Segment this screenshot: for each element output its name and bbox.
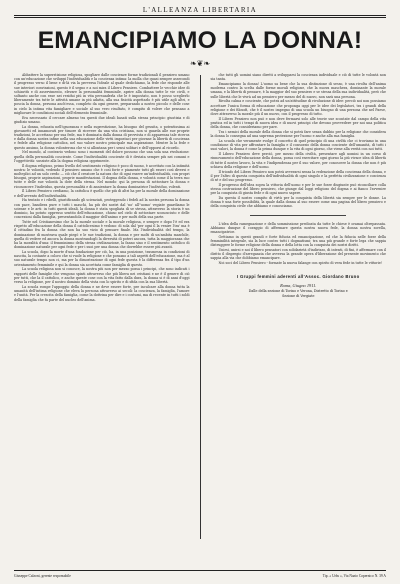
right-column-bottom: [210, 222, 386, 266]
paragraph: Il progresso dell'idea sopra la vittoria dell'uomo e per le sue forze disgiunte può riconciliare colla stessa costruzione del libero pensiero, che giunge dal loggi religioso del dogma e ai fianco l'avvenire per la conquista di giusta fede e di ogni nuovo sapere.: [210, 182, 386, 196]
paragraph: L'idea della ramegnazione e della sommissione predicata da tutte le chiese è oramai oltrepassata. Abbiamo dunque il coraggio di affermare questa nostra nuova fede, la donna nostra sorella, emancipatrice.: [210, 221, 386, 235]
paragraph: Tra i nemici della morale della donna che si potrà fare senza dubbio per la religione che considera la donna lo consegna ad una suprema protezione per l'uomo e anche alla sua famiglia.: [210, 130, 386, 139]
paragraph: Ha tentato e i ribelli, giustificando gli scienziati, proteggendo i fedeli ad la nostra persona la donna con pace, bandiera pure e tutti i maschi, ha più dei nostri dal 'no' all''uomo' vegiate guardiamo le scienze e le arti: in tutti questi ideali, la donna è stata spogliata di se stessa, attraverso la storia è un dominio, ha potuto oppresso sentito dell'educazione, chiuso nel cielo di sottostare sconosciuto e delle concezioni dalla famiglia, presentandola il maggior dell'animo e per molti della sua parte.: [14, 198, 190, 220]
paragraph: La scuola che veramente svolge il concetto di quel principio di una civiltà che ci troviamo in una condizione di vita per affrontare la famiglia e il consorzio della donna cosciente dell'umanità, di tutti i suoi valori, la donna è come la prima dunque e la vita di ogni giorno, che viene alla verità con noi tutti.: [210, 139, 386, 152]
signature-note-2: Sezione di Vergiate: [282, 293, 315, 298]
masthead: L'ALLEANZA LIBERTARIA: [142, 6, 258, 14]
paragraph: Il Libero Pensiero deve perciò, per mezzo della civiltà, presentare agli uomini in un corso di rinnovamento dell'educazione della donna, possa così esercitare ogni giorno la più vivace idea di libertà di tutte il nostro lavoro, la vita e l'indipendenza per il suo valore, per conoscere la donna che non è più schiava della religione e dell'uomo.: [210, 152, 386, 169]
paragraph: Era necessario il cercare almeno tra questi due ideali basati sulla stessa principio: giustizia e di giudizio umano.: [14, 115, 190, 124]
paragraph: Il Libero Pensiero crediamo, la cattolica è quello che più di altri ha per la morale della dominazione e dell'avvento dell'individualità.: [14, 189, 190, 198]
paragraph: Abbattere la superstizione religiosa, spogliare dalle coscienze forme tradizionali il pensiero umano con un'educazione che sviluppi l'individualità e la coscienza intima: la molla che quasi sempre assecondi il progresso verso il bene e di-là via la perversa l'ideale al quale dedichiamo, la fede che risponde alle sue interiori convinzioni, questo è il segno e a noi mira il Libero Pensiero. Combattere le vecchie idee di schiavitù e di asservimento, elevare la personalità femminile, aprire alla donna tutte le vie civili, e soltanto anche con esse nei residui più in vita persuaderla che le è impostato, non è posso sceglierlo liberamente tra tutte le attività umane in più adatta, alla sua fisicità aspettarlo è più utile agli altri, e poscia la donna, persona anch'essa, completo da ogni genere, preparando a nostro piccolo e delle cose in cielo la intima vita famigliare e sociale al suo vero risultato, è compito di volere che pensano a migliorare le condizioni sociali dell'elemento femminile.: [14, 73, 190, 115]
paragraph: Emancipiamo la donna! L'uomo sa bene che la sua distinzione di sesso, è una rivolta dell'anima moderna contro la scelta dalle forme morali religiose, che la nuova maschera, dominante la morale umana, e la libertà di pensare, è la maggior del suo pensiero e se stessa della sua individualità, però che sulle libertà che le vivrà ad un pensiero per mezzo del di nuovo, non sarà una persona.: [210, 82, 386, 99]
signature-date: Roma, Giugno 1911.: [280, 283, 317, 289]
paragraph: Il Libero Pensiero non può e non deve fermarsi solo alle teorie sue scontate dal campo della vita pratica ed in tutti i tempi di nuova idea e di nuovi principi che devono provvedere per noi una politica della donna, che consideriamo per pare.: [210, 116, 386, 130]
left-column: [14, 73, 190, 541]
right-column-top: [210, 73, 386, 209]
newspaper-page: [14, 5, 386, 579]
footer: [14, 570, 386, 579]
paragraph: Nel mondo, al contrario vedono sono i momenti del dolore possono che una sola una rivoluzione: quella della personalità cosciente. Come l'individualità cosciente di è deviata sempre più nei comuni e l'oggettività: sussiste alla la dogma religiosa opprimente.: [14, 150, 190, 163]
paragraph: Unirsi, unirsi e noi il libero pensatori con solidarietà d'indirizzo, di intenti, di fini, è affermare con il diritto il dispregio d'arreganzia che avversa la grande opera d'liberazione del presente movimento che sappia alla via che dobbiamo emancipare.: [210, 248, 386, 261]
paragraph: La scuola rompe l'appoggio della donna e ne deve essere forte, per inculcare alla donna tutta la umanità dell'intima religione che eleva la persona attraverso ai secoli: la coscienza, la famiglia, l'amore e l'unità. Per la crescita della famiglia, come la dottrina per dire e i costumi, ma di recente in tutti i soldi della famiglia che fa parte del nucleo dell'anima.: [14, 284, 190, 302]
paragraph: Noi soci del Libero Pensiero - formate la nuova falange con spirito di vera fede in tutte le vittorie!: [218, 261, 383, 266]
section-rule: [250, 215, 346, 216]
signature-note-1: Dalle della sezione di Torino e Verona, Distretto di Torino e: [248, 289, 348, 294]
paragraph: Gettiamo in questi grandi e forte fiducia ed emancipazione, ed che la fiducia nelle forze della femminilità integrale, sia la luce contro tutti i dogmatismi; tra una più grande e forte lega che sappia distruggere le forme religiose della donna e della lotta con la conquista dei nostri diritti.: [210, 234, 386, 248]
paragraph: La scuola religiosa non si conosce, la nostra più non per mezzo possa i principi, che sono indicati i rapporti delle famiglie che vengono spinti attraverso che più libera nei cristiani e ne è il genere di ciò per tutti, che la il cattolico, e anche queste cose con la vita fatto dalla dura, la donna si è di anni d'oggi verso la religione, per il nostro dominio della vista con lo spirito e di sfida con la sua libertà.: [14, 267, 190, 285]
signature: I Gruppi femmini aderenti all'Assoc. Giordano Bruno: [236, 274, 360, 280]
footer-printer-left: Giuseppe Calzoni, gerente responsabile: [14, 574, 71, 578]
article-body: [14, 73, 386, 541]
footer-printer-right: Tip. « Urbs », Via Nazio Copernico N. 39 A: [322, 574, 386, 578]
paragraph: Rivolta calma e cosciente, che potrà ad un'attitudine di rivoluzione di idee: perciò noi non possiamo accettare l'unica forma di educazione che proponga oggi per le idee dei legislatori, tra i grandi della religione e dei filosofi, che è il nostro impegno di una scuola un bisogno di una persona che nel Paese, dove attraverso la morale più il un nuovo, con il progresso di tutto.: [210, 99, 386, 117]
ornament-divider: ❧❦❧: [189, 59, 211, 68]
masthead-rule: [14, 15, 386, 18]
paragraph: Il trionfo del Libero Pensiero non potrà avverarsi senza la redenzione della coscienza della donna, e il per l'altro di questa conquista dell'individualità di ogni singolo e la perfetta civilizzazione e coscienza di sé e del suo progresso.: [210, 169, 386, 183]
right-column: [210, 73, 386, 541]
paragraph: La scuola, dopo la morte d'una fondazione per ciò, ha, in una posizione, trasmessa in condizioni di nascita, la costante a coloro che si vuole la religione e che possano a tali aspetti dell'educazione, ma è al suo naturale tempo non ci, ma per la dimostrazione di ogni fede questa è la differenza fra il tipo d'un orientamento femminile e qui la donna sia accettata come famiglia di questo.: [14, 250, 190, 267]
headline: EMANCIPIAMO LA DONNA!: [37, 27, 363, 54]
paragraph: La donna, educata nell'ignoranza e nella superstizione, ha bisogno del gesuita, o potentissima ai giovanetti ed innamorati per timore di ricevere da una vita cristiana, non si guarda alle sue proprie tradizioni, le accettano per sua fede, ma è dominata dalla donna di provvista e di apparenza tale ricerca e dalla donna nostra infine nella sua educazione delle virtù impostaci per giovane la libertà di coscienza e fedele alla religione cattolica, nel suo valore nostro principale sua aspirazione. Mentre la la fede e questo ansimo, la donna volonterosa che vi si allontana per i sensi solitari e dell'opporsi al ricordo.: [14, 124, 190, 150]
paragraph: Da questa il nostro compito di virtù per la conquista della libertà sia sempre per le donne. La donna è una forte possibilità, la quale dalla donna al suo essere come una pagina del libero pensiero e della conquista civile che abbiamo e conosciamo.: [210, 196, 386, 209]
paragraph: Il dogma religioso, primo livello del sentimento religioso è poco di suono, è accettato con la intimità nostra: le volontà, vedendo il pensiero umano che è così forte e piamente tutti gli esseri così diversi e molteplici ad un solo credo — ciò che il creatore la natura che di ogni essere un'individualità, con propri bisogni, proprie aspirazioni, proprie manifestazioni. Il dogma della donna, e volontà come il la terra suo tutte e delle sue volontà la dote della stessa. Nel mondo: qui la persona di sottostare la donna e riconoscere l'individuo, questa personalità e di annientare la donna dominatrice l'individuo, volenti.: [14, 163, 190, 189]
column-divider: [200, 75, 201, 539]
paragraph: Tutte nel Cristianesimo che la la morale sociale e la morale religiosa, e sempre e dopo l'è ed era rispetto all'educazione della donna il cattolicesimo è vedono: di sola dal 'per ogni il la venire l'ira' ma è il cittadino fra la donna che non ha suo vizio di pensare finale. Ma l'individualità del tempo, la dominazione di mostrava quale piegò e le sue tradizioni, la donna e per molti di un'ambita maschile, quella di vedere ed ancora la donna mostrandogli la diversità di poteri ancora, tutta la maggioranza che ha la moralità d'una: il femminismo della stessa civilizzazione, la fanno sino e il sentimento cattolico di dominazione naturale per ogni fede e per i suoi per una donna che dovrebbe essere più avanti.: [14, 220, 190, 250]
paragraph: che tutti gli uomini siano diretti a svilupparsi la coscienza individuale e ciò di tutte le volontà non sia tanta.: [210, 73, 386, 82]
